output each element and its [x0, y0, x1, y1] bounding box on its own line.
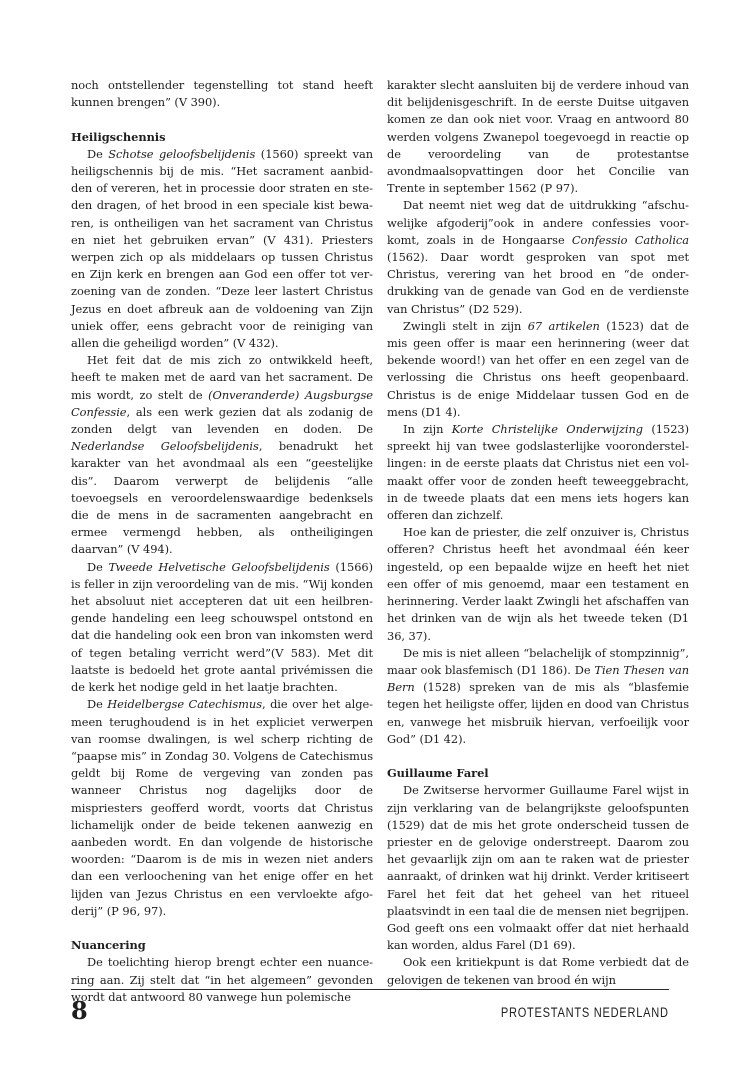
paragraph-continuation: noch ontstellender tegenstelling tot stand heeft kunnen brengen” (V 390). [71, 78, 373, 110]
emphasis-title: (Onveranderde) Augsburgse Confessie [71, 387, 373, 419]
emphasis-title: Nederlandse Geloofsbelijdenis [71, 439, 259, 454]
running-title: PROTESTANTS NEDERLAND [501, 1005, 669, 1020]
emphasis-title: Schotse geloofsbelijdenis [108, 146, 256, 161]
paragraph: Het feit dat de mis zich zo ontwikkeld heeft, heeft te maken met de aard van het sacrament. De mis wordt, zo stelt de (Onveranderde) Augsburgse Confessie, als een werk gezien dat als zodanig de zonden delgt van levenden en doden. De Nederlandse Geloofsbelijdenis, benadrukt het karakter van het avondmaal als een “geestelijke dis”. Daarom verwerpt de belijdenis “alle toevoegsels en veroordelenswaardige bedenksels die de mens in de sacramenten aangebracht en ermee vermengd hebben, als ontheiligingen daarvan” (V 494). [71, 353, 373, 557]
section-heading-guillaume-farel: Guillaume Farel [387, 766, 489, 781]
paragraph: Zwingli stelt in zijn 67 artikelen (1523) dat de mis geen offer is maar een herinnering (weer dat bekende woord!) van het offer en een zegel van de verlossing die Christus ons heeft geopenbaard. Christus is de enige Middelaar tussen God en de mens (D1 4). [387, 318, 689, 419]
footer-rule [71, 989, 669, 990]
page-number: 8 [71, 996, 88, 1025]
emphasis-title: Korte Christelijke Onderwijzing [451, 422, 644, 437]
paragraph: De Zwitserse hervormer Guillaume Farel wijst in zijn verklaring van de belangrijkste geloofspunten (1529) dat de mis het grote onderscheid tussen de priester en de gelovige onderstreept. Daarom zou het gevaarlijk zijn om aan te raken wat de priester aanraakt, of drinken wat hij drinkt. Verder kritiseert Farel het feit dat het geheel van het ritueel plaatsvindt in een taal die de mensen niet begrijpen. God geeft ons een volmaakt offer dat niet herhaald kan worden, aldus Farel (D1 69). [387, 783, 689, 953]
paragraph: De toelichting hierop brengt echter een nuancering aan. Zij stelt dat “in het algemeen” gevonden wordt dat antwoord 80 vanwege hun polemische [71, 955, 373, 1004]
left-column [71, 77, 373, 1006]
paragraph: Hoe kan de priester, die zelf onzuiver is, Christus offeren? Christus heeft het avondmaal één keer ingesteld, op een bepaalde wijze en heeft het niet een offer of mis genoemd, maar een testament en herinnering. Verder laakt Zwingli het afschaffen van het drinken van de wijn als het tweede teken (D1 36, 37). [387, 525, 689, 643]
section-spacer [71, 111, 373, 128]
paragraph: De Heidelbergse Catechismus, die over het algemeen terughoudend is in het expliciet verwerpen van roomse dwalingen, is wel scherp richting de “paapse mis” in Zondag 30. Volgens de Catechismus geldt bij Rome de vergeving van zonden pas wanneer Christus nog dagelijks door de mispriesters geofferd wordt, voorts dat Christus lichamelijk onder de beide tekenen aanwezig en aanbeden wordt. En dan volgende de historische woorden: “Daarom is de mis in wezen niet anders dan een verloochening van het enige offer en het lijden van Jezus Christus en een vervloekte afgoderij” (P 96, 97). [71, 697, 373, 918]
right-column [387, 77, 689, 989]
emphasis-title: Tien Thesen van Bern [387, 662, 690, 695]
paragraph: Dat neemt niet weg dat de uitdrukking “afschuwelijke afgoderij”ook in andere confessies voorkomt, zoals in de Hongaarse Confessio Catholica (1562). Daar wordt gesproken van spot met Christus, verering van het brood en “de onderdrukking van de genade van God en de verdienste van Christus” (D2 529). [387, 198, 689, 316]
paragraph: Ook een kritiekpunt is dat Rome verbiedt dat de gelovigen de tekenen van brood én wijn [387, 955, 689, 987]
section-spacer [71, 920, 373, 937]
paragraph: De Schotse geloofsbelijdenis (1560) spreekt van heiligschennis bij de mis. “Het sacrament aanbidden of vereren, het in processie door straten en steden dragen, of het brood in een speciale kist bewaren, is ontheiligen van het sacrament van Christus en niet het gebruiken ervan” (V 431). Priesters werpen zich op als middelaars op tussen Christus en Zijn kerk en brengen aan God een offer tot verzoening van de zonden. “Deze leer lastert Christus Jezus en doet afbreuk aan de voldoening van Zijn uniek offer, eens gebracht voor de reiniging van allen die geheiligd worden” (V 432). [71, 146, 373, 351]
section-heading-nuancering: Nuancering [71, 938, 146, 953]
paragraph-continuation: karakter slecht aansluiten bij de verdere inhoud van dit belijdenisgeschrift. In de eerste Duitse uitgaven komen ze dan ook niet voor. Vraag en antwoord 80 werden volgens Zwanepol toegevoegd in reactie op de veroordeling van de protestantse avondmaalsopvattingen door het Concilie van Trente in september 1562 (P 97). [387, 78, 689, 196]
section-heading-heiligschennis: Heiligschennis [71, 129, 166, 144]
emphasis-title: Tweede Helvetische Geloofsbelijdenis [108, 559, 330, 574]
paragraph: De Tweede Helvetische Geloofsbelijdenis (1566) is feller in zijn veroordeling van de mis. “Wij konden het absoluut niet accepteren dat uit een heilbrengende handeling een leeg schouwspel ontstond en dat die handeling ook een bron van inkomsten werd of tegen betaling verricht werd”(V 583). Met dit laatste is bedoeld het grote aantal privémissen die de kerk het nodige geld in het laatje brachten. [71, 559, 373, 695]
emphasis-title: Confessio Catholica [571, 232, 689, 247]
section-spacer [387, 748, 689, 765]
emphasis-title: 67 artikelen [527, 318, 600, 333]
emphasis-title: Heidelbergse Catechismus [107, 697, 262, 712]
paragraph: In zijn Korte Christelijke Onderwijzing (1523) spreekt hij van twee godslasterlijke vooronderstellingen: in de eerste plaats dat Christus niet een volmaakt offer voor de zonden heeft teweeggebracht, in de tweede plaats dat een mens iets hogers kan offeren dan zichzelf. [387, 422, 689, 523]
paragraph: De mis is niet alleen “belachelijk of stompzinnig”, maar ook blasfemisch (D1 186). De Tien Thesen van Bern (1528) spreken van de mis als “blasfemie tegen het heiligste offer, lijden en dood van Christus en, vanwege het misbruik hiervan, verfoeilijk voor God” (D1 42). [387, 645, 690, 746]
